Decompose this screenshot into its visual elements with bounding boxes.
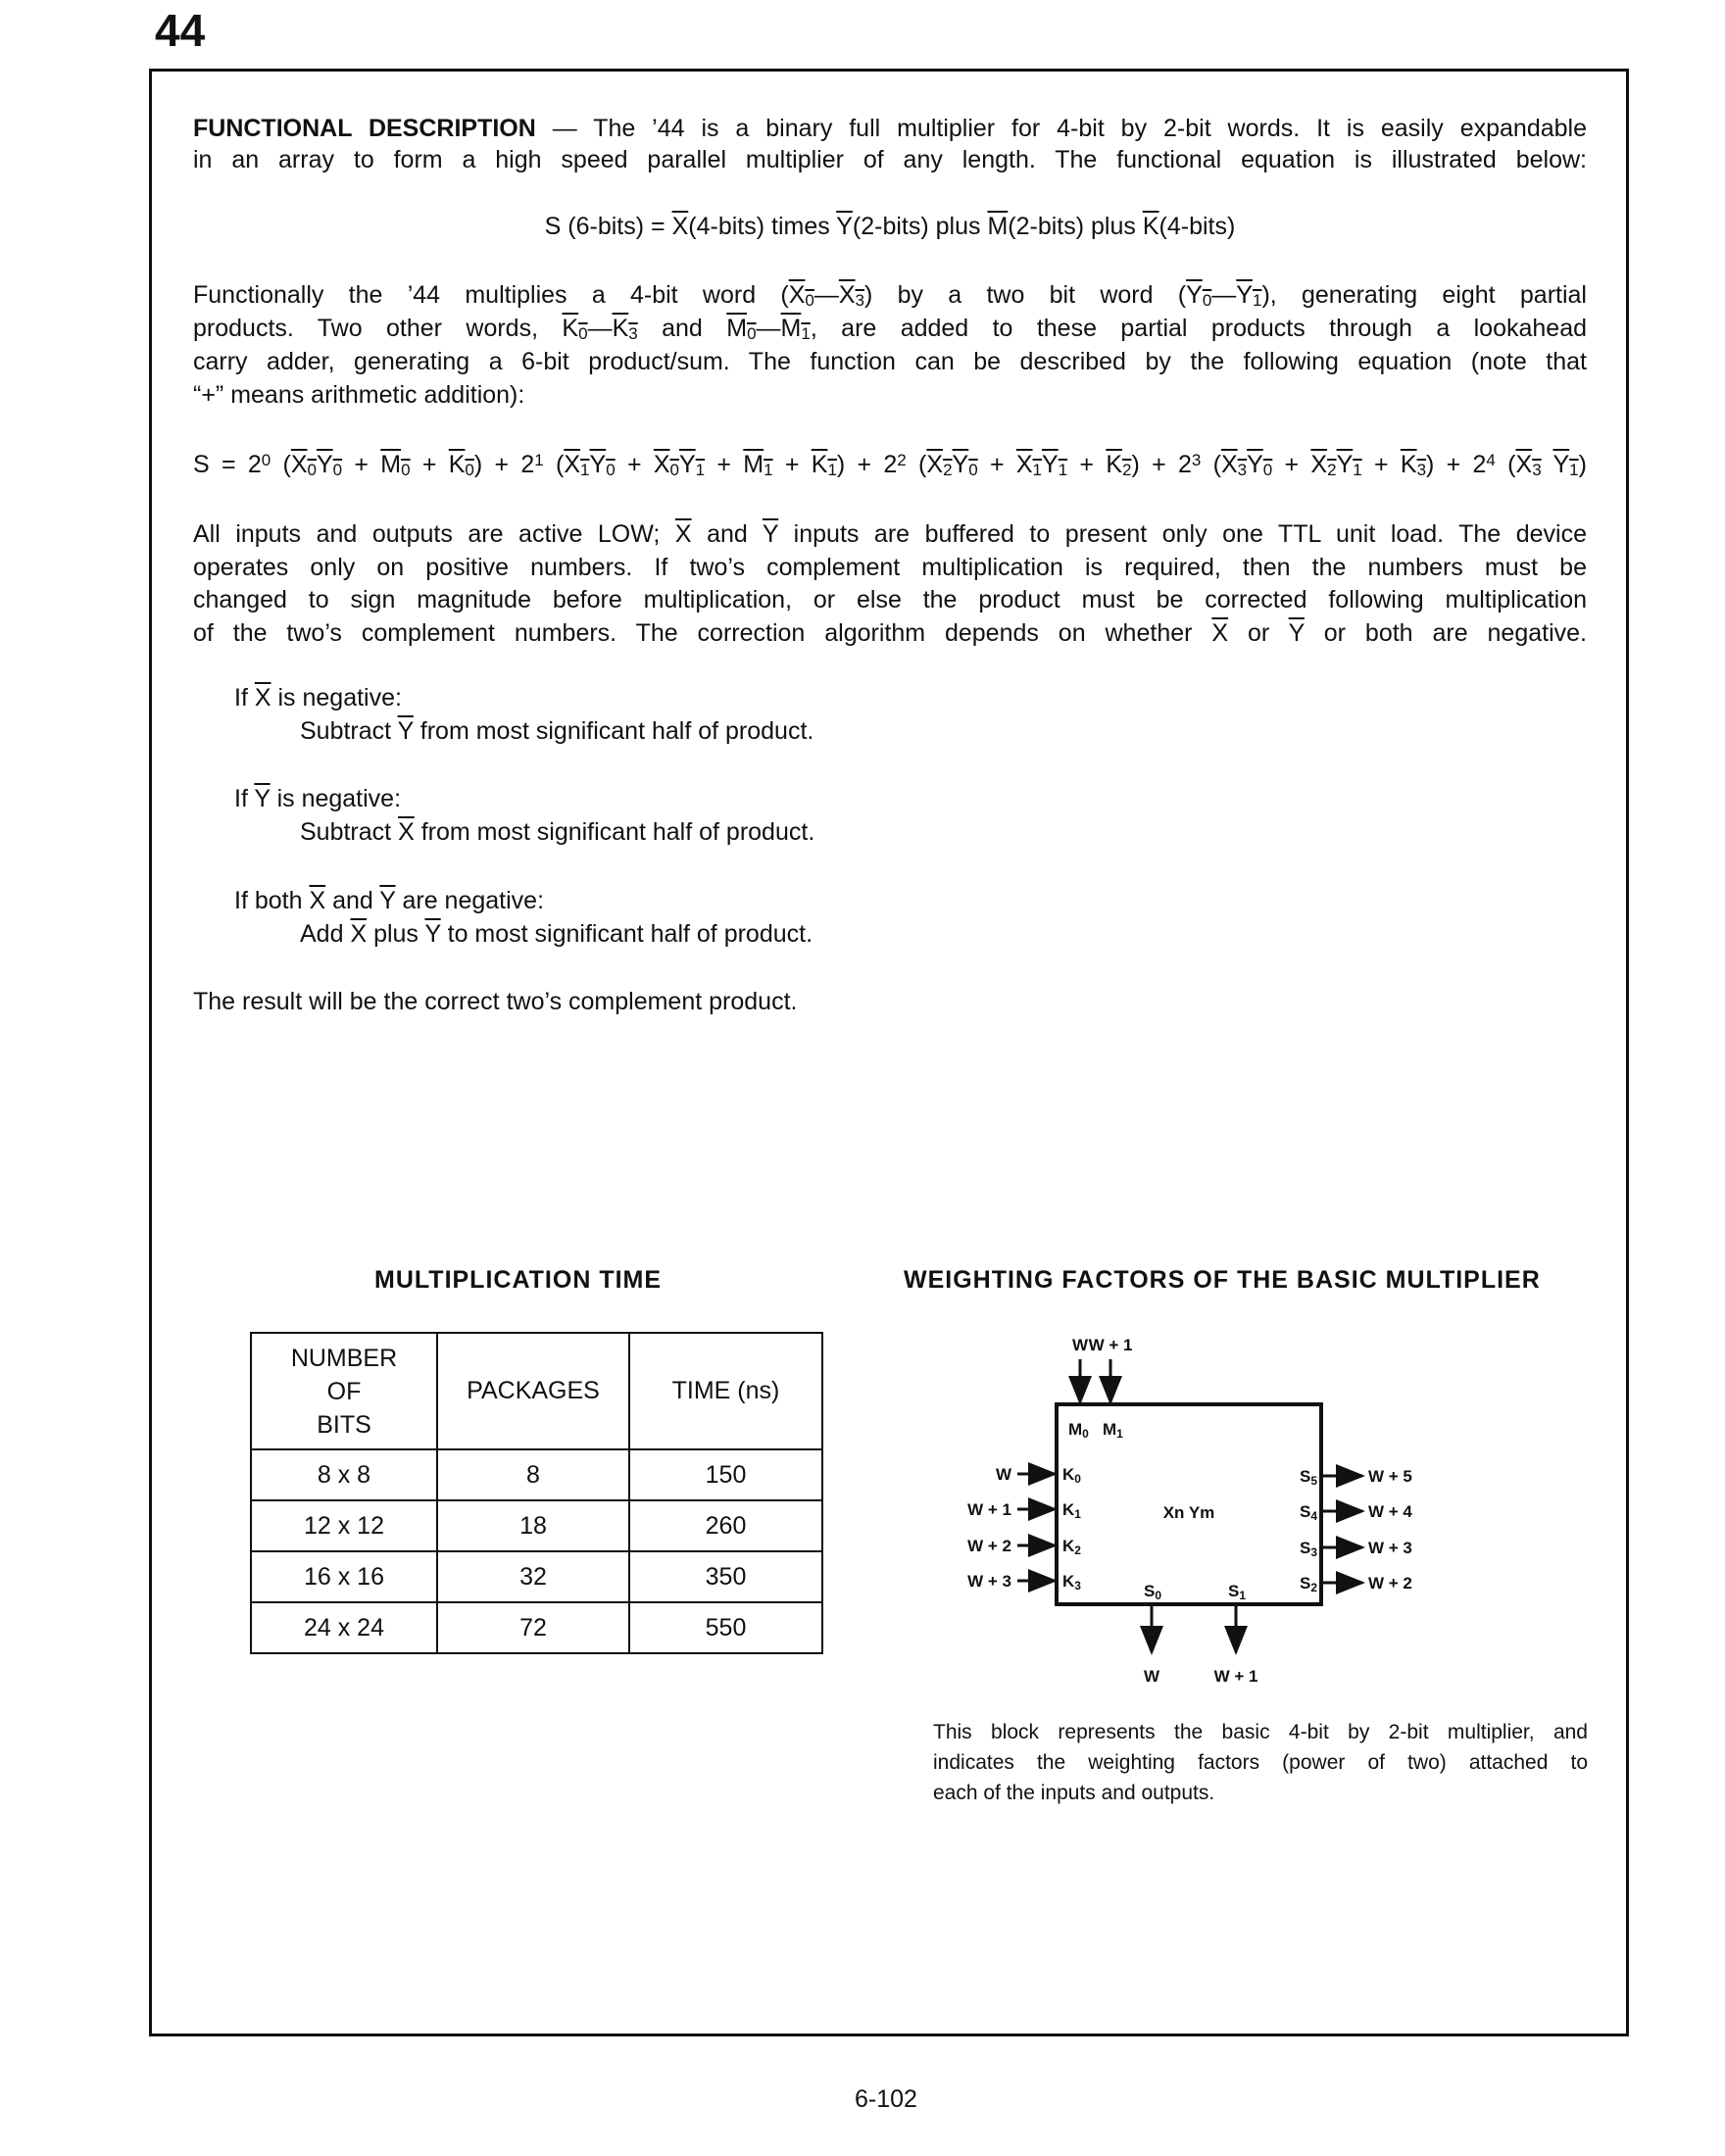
exponent: 2 (897, 451, 907, 469)
text-run: ) + 2 (1131, 451, 1192, 478)
text-run: Subtract (300, 717, 398, 745)
pin-label: M0 (1068, 1420, 1089, 1441)
caption-line: This block represents the basic 4-bit by 2-bit multiplier, and (933, 1721, 1588, 1743)
left-weight-label: W (995, 1465, 1011, 1484)
table-cell: 8 (437, 1449, 629, 1500)
text-run: — (813, 281, 839, 309)
center-label: Xn Ym (1162, 1503, 1215, 1522)
text-line (234, 683, 402, 712)
section-label: FUNCTIONAL DESCRIPTION (193, 115, 536, 142)
text-line (234, 784, 401, 813)
text-run: If (234, 785, 255, 812)
pin-label: K2 (1062, 1537, 1081, 1557)
text-line (193, 280, 1587, 310)
text-run: + (1272, 451, 1311, 478)
overlined-symbol: $\overline{X}$ (674, 520, 692, 548)
right-weight-label: W + 3 (1368, 1539, 1412, 1557)
overlined-symbol: $Y_1$ (678, 451, 706, 479)
overlined-symbol: $X_3$ (838, 281, 865, 310)
text-run: + (615, 451, 654, 478)
pin-label: S3 (1299, 1539, 1317, 1559)
bottom-weight-label: W (1143, 1667, 1160, 1686)
overlined-symbol: $Y_1$ (1042, 451, 1068, 479)
header-line: BITS (317, 1410, 371, 1439)
text-run: All inputs and outputs are active LOW; (193, 520, 675, 548)
text-run: If (234, 684, 255, 711)
left-weight-label: W + 1 (967, 1500, 1011, 1519)
table-cell: 72 (437, 1602, 629, 1653)
overlined-symbol: $X_1$ (1015, 451, 1042, 479)
pin-label: K0 (1062, 1465, 1081, 1486)
overlined-symbol: $X_2$ (926, 451, 953, 479)
overlined-symbol: $K_2$ (1106, 451, 1132, 479)
table-cell: 8 x 8 (251, 1449, 437, 1500)
text-run: and (325, 887, 380, 914)
pin-label: M1 (1103, 1420, 1123, 1441)
overlined-symbol: $K_3$ (612, 315, 638, 343)
table-cell: 12 x 12 (251, 1500, 437, 1551)
text-run: S (6-bits) = (544, 213, 672, 240)
pin-label: S5 (1299, 1467, 1317, 1488)
exponent: 1 (534, 451, 544, 469)
table-cell: 24 x 24 (251, 1602, 437, 1653)
text-line (193, 145, 1587, 174)
text-run: ( (271, 451, 291, 478)
text-run: — (587, 315, 613, 342)
text-run: ) + 2 (473, 451, 535, 478)
bottom-weight-label: W + 1 (1213, 1667, 1258, 1686)
overlined-symbol: $X_0$ (653, 451, 679, 479)
overlined-symbol: $X_3$ (1220, 451, 1248, 479)
overlined-symbol: $\overline{Y}$ (254, 785, 271, 812)
overlined-symbol: $Y_1$ (1236, 281, 1262, 310)
pin-label: K1 (1062, 1500, 1081, 1521)
right-weight-label: W + 2 (1368, 1574, 1412, 1592)
table-row (251, 1602, 822, 1653)
overlined-symbol: $Y_0$ (1186, 281, 1212, 310)
table-cell: 150 (629, 1449, 822, 1500)
text-run: Add (300, 920, 351, 948)
text-line (193, 347, 1587, 376)
text-run: + (705, 451, 744, 478)
text-run: + (772, 451, 812, 478)
text-run: + (410, 451, 449, 478)
overlined-symbol: $M_0$ (380, 451, 411, 479)
pin-label: S1 (1228, 1582, 1247, 1602)
text-run: operates only on positive numbers. If two’s complement multiplication is required, then the numbers must be (193, 554, 1587, 581)
exponent: 3 (1191, 451, 1202, 469)
text-run: + (1361, 451, 1401, 478)
text-run: changed to sign magnitude before multiplication, or else the product must be corrected following multiplication (193, 586, 1587, 613)
overlined-symbol: $\overline{K}$ (1142, 213, 1159, 240)
page-footer-number: 6-102 (855, 2085, 917, 2113)
text-run: carry adder, generating a 6-bit product/sum. The function can be described by the following equation (note that (193, 348, 1587, 375)
table-cell: 260 (629, 1500, 822, 1551)
text-run: from most significant half of product. (413, 717, 814, 745)
overlined-symbol: $\overline{X}$ (1211, 619, 1229, 647)
table-cell: 18 (437, 1500, 629, 1551)
text-run: is negative: (270, 785, 402, 812)
text-run: + (977, 451, 1016, 478)
overlined-symbol: $X_2$ (1310, 451, 1337, 479)
text-run: (2-bits) plus (1008, 213, 1143, 240)
overlined-symbol: $K_0$ (448, 451, 474, 479)
overlined-symbol: $\overline{M}$ (987, 213, 1009, 240)
pin-label: S0 (1144, 1582, 1162, 1602)
overlined-symbol: $\overline{X}$ (309, 887, 326, 914)
table-cell: 32 (437, 1551, 629, 1602)
text-run: are negative: (395, 887, 545, 914)
overlined-symbol: $\overline{Y}$ (762, 520, 779, 548)
text-run: — The ’44 is a binary full multiplier for 4-bit by 2-bit words. It is easily expandable (535, 115, 1587, 142)
text-run: inputs are buffered to present only one TTL unit load. The device (778, 520, 1588, 548)
overlined-symbol: $K_1$ (811, 451, 837, 479)
exponent: 4 (1486, 451, 1496, 469)
text-run: in an array to form a high speed parallel multiplier of any length. The functional equation is illustrated below: (193, 146, 1587, 173)
text-run: The result will be the correct two’s complement product. (193, 988, 798, 1015)
overlined-symbol: $Y_1$ (1336, 451, 1362, 479)
text-run: is negative: (271, 684, 402, 711)
text-run: products. Two other words, (193, 315, 563, 342)
header-time: TIME (ns) (629, 1333, 822, 1449)
text-run: of the two’s complement numbers. The correction algorithm depends on whether (193, 619, 1212, 647)
text-line (193, 380, 1587, 410)
text-run: — (756, 315, 781, 342)
overlined-symbol: $K_0$ (562, 315, 588, 343)
text-line (193, 987, 1587, 1016)
exponent: 0 (261, 451, 271, 469)
text-run: + (1067, 451, 1107, 478)
overlined-symbol: $Y_0$ (589, 451, 616, 479)
right-weight-label: W + 4 (1368, 1502, 1412, 1521)
text-run: — (1211, 281, 1237, 309)
text-run: ) by a two bit word ( (864, 281, 1187, 309)
text-line (193, 114, 1587, 143)
pin-label: S2 (1299, 1574, 1317, 1594)
page-number: 44 (155, 5, 206, 56)
text-line (300, 716, 813, 746)
text-line (193, 314, 1587, 343)
left-weight-label: W + 2 (967, 1537, 1011, 1555)
text-run: “+” means arithmetic addition): (193, 381, 525, 409)
text-run: ( (1201, 451, 1221, 478)
table-header-row (251, 1333, 822, 1449)
overlined-symbol: $X_0$ (290, 451, 317, 479)
text-run: to most significant half of product. (440, 920, 813, 948)
overlined-symbol: $Y_0$ (316, 451, 343, 479)
table-row (251, 1500, 822, 1551)
pin-label: S4 (1299, 1502, 1317, 1523)
overlined-symbol: $\overline{Y}$ (836, 213, 853, 240)
overlined-symbol: $X_0$ (788, 281, 814, 310)
text-run: from most significant half of product. (414, 818, 815, 846)
text-run: If both (234, 887, 310, 914)
text-line (193, 618, 1587, 648)
overlined-symbol: $M_0$ (726, 315, 757, 343)
text-run: ( (1495, 451, 1516, 478)
text-run: , are added to these partial products through a lookahead (810, 315, 1587, 342)
text-line (193, 450, 1587, 479)
overlined-symbol: $Y_1$ (1552, 451, 1579, 479)
overlined-symbol: $Y_0$ (1247, 451, 1273, 479)
top-weight-label: W (1071, 1336, 1089, 1354)
multiplier-block-diagram (941, 1313, 1568, 1705)
text-run: ) (1578, 451, 1587, 478)
overlined-symbol: $M_1$ (743, 451, 773, 479)
text-run: (2-bits) plus (852, 213, 988, 240)
multiplication-time-table (250, 1332, 823, 1654)
text-run: ) + 2 (836, 451, 898, 478)
table-cell: 16 x 16 (251, 1551, 437, 1602)
text-run: ), generating eight partial (1261, 281, 1587, 309)
top-weight-label: W + 1 (1088, 1336, 1133, 1354)
overlined-symbol: $\overline{X}$ (254, 684, 271, 711)
pin-label: K3 (1062, 1572, 1081, 1592)
text-run: S = 2 (193, 451, 262, 478)
text-run: (4-bits) times (688, 213, 837, 240)
table-row (251, 1551, 822, 1602)
table-row (251, 1449, 822, 1500)
caption-line: each of the inputs and outputs. (933, 1782, 1215, 1804)
text-run: ( (543, 451, 565, 478)
table-cell: 350 (629, 1551, 822, 1602)
text-run: + (342, 451, 381, 478)
text-line (300, 817, 814, 847)
overlined-symbol: $M_1$ (780, 315, 811, 343)
text-line (193, 585, 1587, 614)
overlined-symbol: $\overline{X}$ (350, 920, 368, 948)
text-run: plus (367, 920, 425, 948)
overlined-symbol: $Y_0$ (952, 451, 978, 479)
text-run: or (1228, 619, 1289, 647)
text-line (234, 886, 544, 915)
header-packages: PACKAGES (437, 1333, 629, 1449)
text-line (193, 553, 1587, 582)
text-run: ) + 2 (1426, 451, 1487, 478)
text-run: or both are negative. (1304, 619, 1587, 647)
diagram-caption (933, 1717, 1588, 1808)
header-line: NUMBER (290, 1344, 398, 1372)
left-weight-label: W + 3 (967, 1572, 1011, 1591)
overlined-symbol: $\overline{Y}$ (397, 717, 414, 745)
text-line (193, 519, 1587, 549)
table-cell: 550 (629, 1602, 822, 1653)
right-weight-label: W + 5 (1368, 1467, 1412, 1486)
header-number-of-bits (251, 1333, 437, 1449)
header-line: OF (326, 1377, 362, 1405)
overlined-symbol: $X_1$ (564, 451, 590, 479)
text-run: Functionally the ’44 multiplies a 4-bit word ( (193, 281, 789, 309)
overlined-symbol: $\overline{X}$ (671, 213, 689, 240)
text-line (300, 919, 813, 949)
text-run: and (637, 315, 727, 342)
overlined-symbol: $X_3$ (1515, 451, 1542, 479)
overlined-symbol: $\overline{X}$ (398, 818, 415, 846)
overlined-symbol: $K_3$ (1400, 451, 1427, 479)
weighting-factors-title: WEIGHTING FACTORS OF THE BASIC MULTIPLIER (904, 1266, 1541, 1294)
text-run: (4-bits) (1158, 213, 1236, 240)
caption-line: indicates the weighting factors (power of two) attached to (933, 1751, 1588, 1774)
text-run: ( (906, 451, 927, 478)
text-run: Subtract (300, 818, 399, 846)
overlined-symbol: $\overline{Y}$ (379, 887, 396, 914)
text-run (1542, 451, 1553, 478)
multiplication-time-title: MULTIPLICATION TIME (374, 1266, 663, 1294)
text-run: and (691, 520, 763, 548)
overlined-symbol: $\overline{Y}$ (1288, 619, 1305, 647)
text-line (193, 212, 1587, 241)
overlined-symbol: $\overline{Y}$ (424, 920, 441, 948)
